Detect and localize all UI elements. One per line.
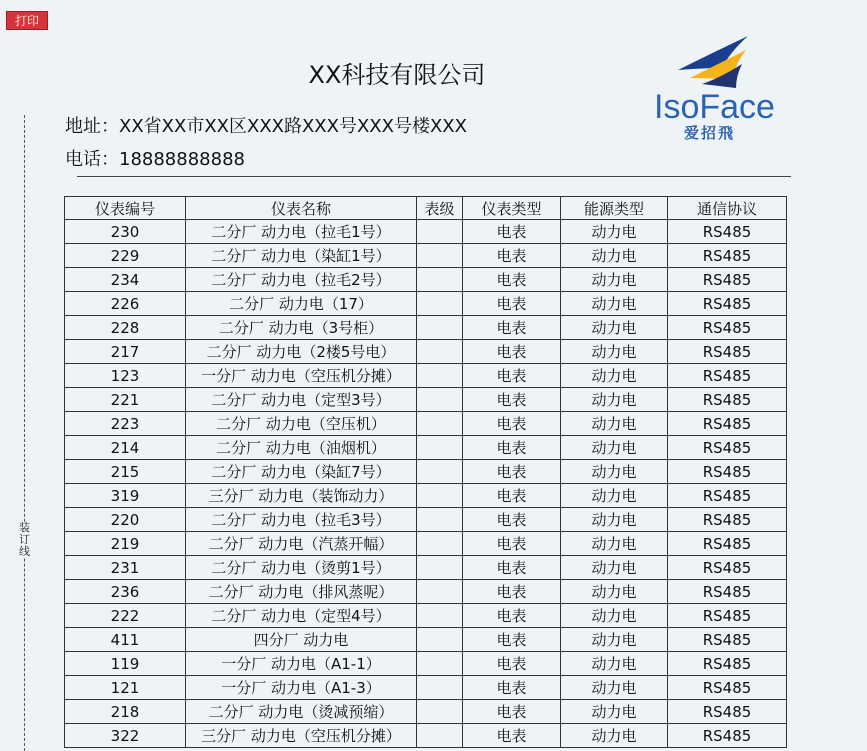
cell-meter-level — [417, 364, 463, 388]
cell-meter-level — [417, 676, 463, 700]
cell-protocol: RS485 — [668, 724, 787, 748]
cell-meter-type: 电表 — [463, 676, 561, 700]
cell-meter-name: 二分厂 动力电（染缸1号） — [186, 244, 417, 268]
table-row — [65, 388, 787, 412]
cell-meter-name: 二分厂 动力电（2楼5号电） — [186, 340, 417, 364]
cell-protocol: RS485 — [668, 412, 787, 436]
cell-protocol: RS485 — [668, 652, 787, 676]
table-row — [65, 244, 787, 268]
cell-energy-type: 动力电 — [561, 724, 668, 748]
cell-protocol: RS485 — [668, 436, 787, 460]
header-meter-id: 仪表编号 — [65, 197, 186, 220]
cell-meter-type: 电表 — [463, 484, 561, 508]
cell-meter-name: 二分厂 动力电（17） — [186, 292, 417, 316]
company-address: 地址：XX省XX市XX区XXX路XXX号XXX号楼XXX — [65, 116, 467, 137]
cell-meter-type: 电表 — [463, 700, 561, 724]
table-row — [65, 556, 787, 580]
header-protocol: 通信协议 — [668, 197, 787, 220]
cell-energy-type: 动力电 — [561, 460, 668, 484]
cell-energy-type: 动力电 — [561, 676, 668, 700]
cell-energy-type: 动力电 — [561, 532, 668, 556]
company-phone: 电话：18888888888 — [65, 149, 245, 170]
cell-meter-name: 一分厂 动力电（空压机分摊） — [186, 364, 417, 388]
cell-meter-id: 119 — [65, 652, 186, 676]
table-row — [65, 484, 787, 508]
cell-meter-id: 226 — [65, 292, 186, 316]
cell-meter-id: 217 — [65, 340, 186, 364]
cell-protocol: RS485 — [668, 292, 787, 316]
table-row — [65, 700, 787, 724]
table-row — [65, 652, 787, 676]
cell-meter-name: 三分厂 动力电（空压机分摊） — [186, 724, 417, 748]
cell-meter-id: 218 — [65, 700, 186, 724]
cell-energy-type: 动力电 — [561, 700, 668, 724]
cell-meter-type: 电表 — [463, 388, 561, 412]
cell-protocol: RS485 — [668, 316, 787, 340]
cell-meter-type: 电表 — [463, 268, 561, 292]
cell-meter-id: 411 — [65, 628, 186, 652]
cell-energy-type: 动力电 — [561, 556, 668, 580]
cell-meter-level — [417, 268, 463, 292]
table-row — [65, 628, 787, 652]
cell-meter-id: 236 — [65, 580, 186, 604]
table-row — [65, 220, 787, 244]
cell-meter-name: 二分厂 动力电（油烟机） — [186, 436, 417, 460]
cell-meter-type: 电表 — [463, 316, 561, 340]
header-divider — [77, 176, 791, 177]
cell-protocol: RS485 — [668, 388, 787, 412]
cell-protocol: RS485 — [668, 220, 787, 244]
table-row — [65, 268, 787, 292]
header-meter-level: 表级 — [417, 197, 463, 220]
cell-meter-id: 121 — [65, 676, 186, 700]
cell-meter-id: 219 — [65, 532, 186, 556]
cell-protocol: RS485 — [668, 676, 787, 700]
header-meter-type: 仪表类型 — [463, 197, 561, 220]
cell-meter-id: 123 — [65, 364, 186, 388]
cell-meter-type: 电表 — [463, 580, 561, 604]
cell-meter-level — [417, 700, 463, 724]
cell-meter-id: 220 — [65, 508, 186, 532]
cell-energy-type: 动力电 — [561, 292, 668, 316]
cell-meter-type: 电表 — [463, 220, 561, 244]
cell-meter-name: 一分厂 动力电（A1-1） — [186, 652, 417, 676]
cell-meter-id: 228 — [65, 316, 186, 340]
table-row — [65, 292, 787, 316]
cell-meter-name: 二分厂 动力电（定型3号） — [186, 388, 417, 412]
cell-meter-name: 三分厂 动力电（装饰动力） — [186, 484, 417, 508]
cell-meter-level — [417, 316, 463, 340]
cell-meter-level — [417, 580, 463, 604]
cell-energy-type: 动力电 — [561, 244, 668, 268]
cell-meter-type: 电表 — [463, 604, 561, 628]
cell-protocol: RS485 — [668, 700, 787, 724]
print-button[interactable]: 打印 — [6, 11, 48, 30]
logo-subtext: 爱招飛 — [684, 124, 736, 142]
cell-meter-id: 222 — [65, 604, 186, 628]
cell-protocol: RS485 — [668, 244, 787, 268]
cell-meter-name: 二分厂 动力电（3号柜） — [186, 316, 417, 340]
logo-wordmark: IsoFace — [654, 88, 775, 126]
cell-energy-type: 动力电 — [561, 652, 668, 676]
cell-energy-type: 动力电 — [561, 628, 668, 652]
cell-meter-type: 电表 — [463, 508, 561, 532]
cell-energy-type: 动力电 — [561, 340, 668, 364]
cell-meter-level — [417, 508, 463, 532]
cell-energy-type: 动力电 — [561, 316, 668, 340]
table-row — [65, 412, 787, 436]
cell-protocol: RS485 — [668, 340, 787, 364]
table-row — [65, 460, 787, 484]
cell-meter-name: 二分厂 动力电（定型4号） — [186, 604, 417, 628]
cell-meter-level — [417, 604, 463, 628]
cell-meter-level — [417, 340, 463, 364]
cell-meter-name: 二分厂 动力电（烫剪1号） — [186, 556, 417, 580]
cell-meter-type: 电表 — [463, 244, 561, 268]
header-meter-name: 仪表名称 — [186, 197, 417, 220]
cell-energy-type: 动力电 — [561, 604, 668, 628]
cell-energy-type: 动力电 — [561, 220, 668, 244]
cell-meter-level — [417, 436, 463, 460]
cell-protocol: RS485 — [668, 364, 787, 388]
cell-meter-id: 234 — [65, 268, 186, 292]
cell-energy-type: 动力电 — [561, 484, 668, 508]
cell-meter-name: 二分厂 动力电（烫减预缩） — [186, 700, 417, 724]
cell-meter-id: 214 — [65, 436, 186, 460]
cell-meter-id: 231 — [65, 556, 186, 580]
table-row — [65, 724, 787, 748]
cell-meter-type: 电表 — [463, 364, 561, 388]
cell-meter-level — [417, 460, 463, 484]
cell-meter-name: 二分厂 动力电（拉毛2号） — [186, 268, 417, 292]
table-row — [65, 604, 787, 628]
cell-protocol: RS485 — [668, 556, 787, 580]
table-row — [65, 316, 787, 340]
cell-meter-level — [417, 244, 463, 268]
cell-meter-type: 电表 — [463, 724, 561, 748]
cell-meter-level — [417, 532, 463, 556]
cell-meter-name: 四分厂 动力电 — [186, 628, 417, 652]
binding-label: 装订线 — [19, 521, 30, 558]
cell-meter-name: 一分厂 动力电（A1-3） — [186, 676, 417, 700]
cell-meter-name: 二分厂 动力电（空压机） — [186, 412, 417, 436]
cell-energy-type: 动力电 — [561, 436, 668, 460]
cell-meter-id: 230 — [65, 220, 186, 244]
cell-protocol: RS485 — [668, 628, 787, 652]
table-row — [65, 532, 787, 556]
meter-table — [64, 196, 787, 748]
cell-protocol: RS485 — [668, 604, 787, 628]
cell-protocol: RS485 — [668, 532, 787, 556]
logo-wing-blue — [678, 36, 748, 70]
cell-protocol: RS485 — [668, 460, 787, 484]
cell-meter-level — [417, 724, 463, 748]
company-title: XX科技有限公司 — [308, 61, 486, 89]
table-row — [65, 676, 787, 700]
cell-energy-type: 动力电 — [561, 508, 668, 532]
cell-energy-type: 动力电 — [561, 580, 668, 604]
cell-meter-level — [417, 220, 463, 244]
cell-protocol: RS485 — [668, 508, 787, 532]
table-row — [65, 340, 787, 364]
cell-meter-level — [417, 292, 463, 316]
cell-meter-id: 215 — [65, 460, 186, 484]
table-row — [65, 436, 787, 460]
isoface-logo — [650, 34, 790, 144]
cell-meter-id: 221 — [65, 388, 186, 412]
cell-energy-type: 动力电 — [561, 268, 668, 292]
cell-meter-type: 电表 — [463, 532, 561, 556]
cell-meter-level — [417, 628, 463, 652]
cell-meter-type: 电表 — [463, 436, 561, 460]
table-row — [65, 364, 787, 388]
cell-meter-name: 二分厂 动力电（汽蒸开幅） — [186, 532, 417, 556]
cell-meter-level — [417, 652, 463, 676]
cell-meter-type: 电表 — [463, 292, 561, 316]
cell-meter-id: 229 — [65, 244, 186, 268]
header-energy-type: 能源类型 — [561, 197, 668, 220]
cell-meter-id: 322 — [65, 724, 186, 748]
cell-energy-type: 动力电 — [561, 388, 668, 412]
cell-meter-level — [417, 484, 463, 508]
cell-meter-type: 电表 — [463, 628, 561, 652]
cell-meter-name: 二分厂 动力电（染缸7号） — [186, 460, 417, 484]
cell-meter-type: 电表 — [463, 652, 561, 676]
binding-line — [24, 115, 25, 751]
cell-meter-level — [417, 412, 463, 436]
cell-meter-id: 223 — [65, 412, 186, 436]
cell-protocol: RS485 — [668, 484, 787, 508]
cell-meter-level — [417, 388, 463, 412]
cell-meter-type: 电表 — [463, 340, 561, 364]
cell-meter-type: 电表 — [463, 460, 561, 484]
cell-protocol: RS485 — [668, 580, 787, 604]
table-row — [65, 580, 787, 604]
cell-meter-id: 319 — [65, 484, 186, 508]
table-row — [65, 508, 787, 532]
table-header-row — [65, 197, 787, 220]
cell-protocol: RS485 — [668, 268, 787, 292]
cell-meter-name: 二分厂 动力电（拉毛1号） — [186, 220, 417, 244]
cell-meter-level — [417, 556, 463, 580]
cell-meter-name: 二分厂 动力电（拉毛3号） — [186, 508, 417, 532]
cell-meter-name: 二分厂 动力电（排风蒸呢） — [186, 580, 417, 604]
cell-meter-type: 电表 — [463, 412, 561, 436]
cell-energy-type: 动力电 — [561, 412, 668, 436]
cell-meter-type: 电表 — [463, 556, 561, 580]
cell-energy-type: 动力电 — [561, 364, 668, 388]
